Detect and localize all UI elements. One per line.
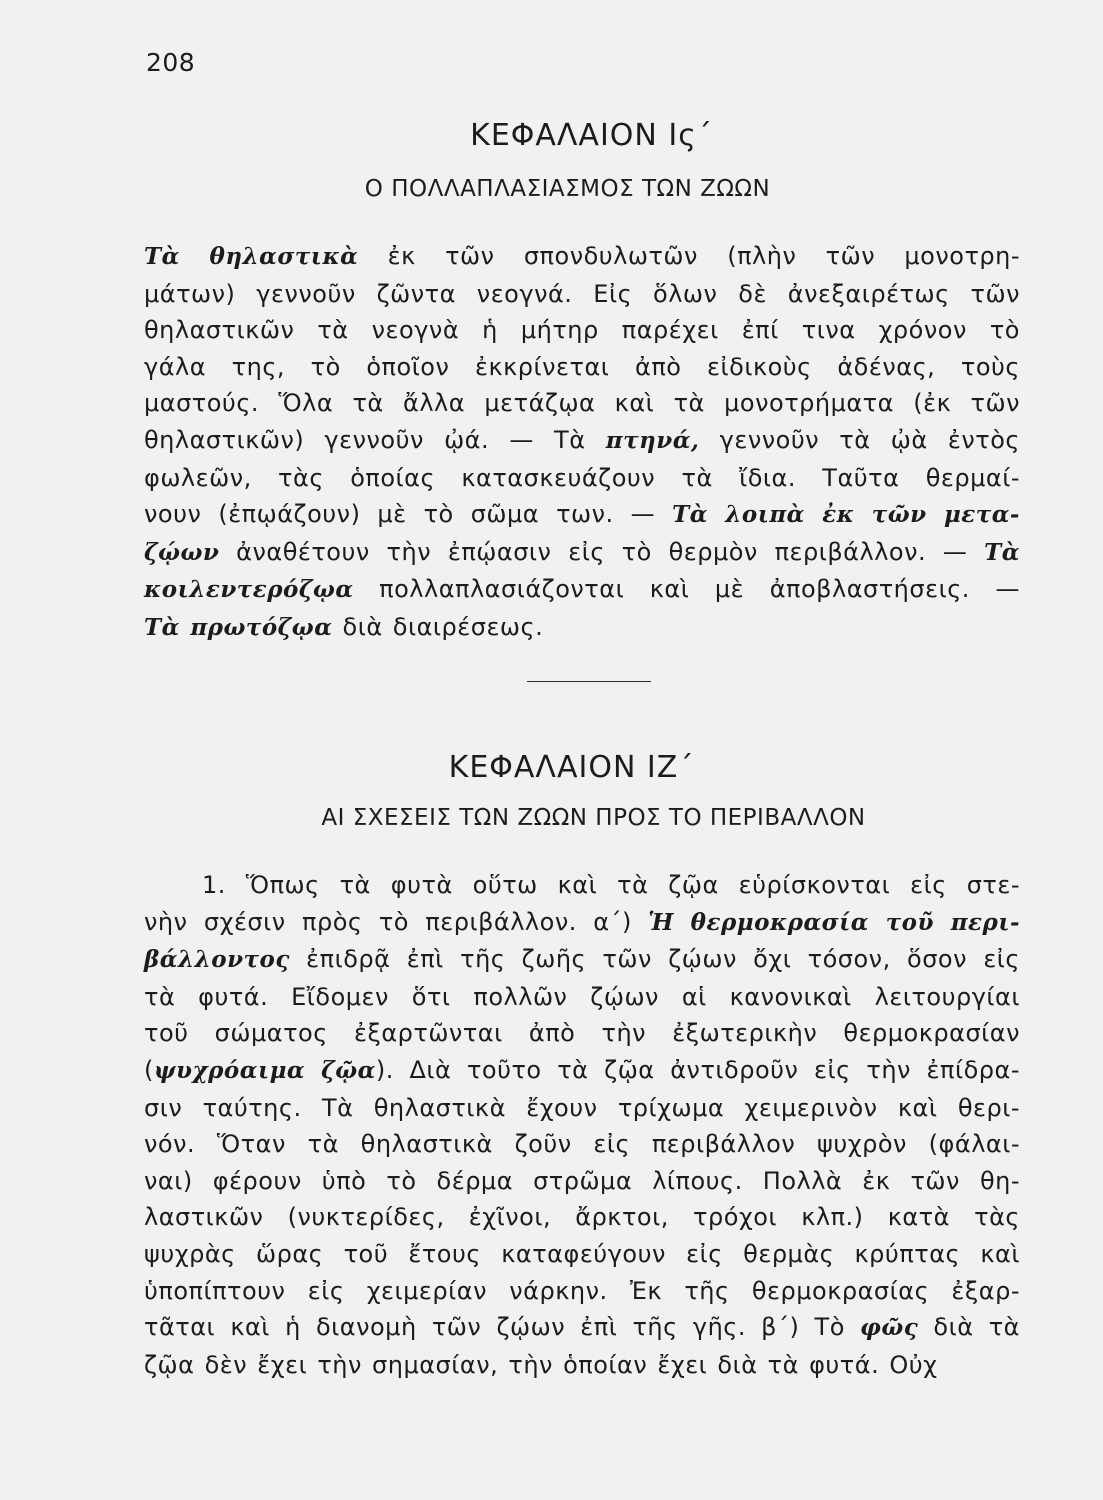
text-line	[144, 867, 1020, 904]
text-run: μαστούς. Ὅλα τὰ ἄλλα μετάζῳα καὶ τὰ μονοτρήματα (ἐκ τῶν	[144, 389, 1020, 418]
text-run: διὰ τὰ	[918, 1313, 1020, 1342]
text-run: θηλαστικῶν) γεννοῦν ᾠά. — Τὰ	[144, 425, 606, 454]
text-run: ἐκ τῶν σπονδυλωτῶν (πλὴν τῶν μονοτρη-	[358, 242, 1020, 270]
text-run: (	[144, 1055, 154, 1084]
text-run: ἐπιδρᾷ ἐπὶ τῆς ζωῆς τῶν ζῴων ὄχι τόσον, ὅσον εἰς	[289, 945, 1020, 974]
text-line	[144, 312, 1020, 349]
text-run: τοῦ σώματος ἐξαρτῶνται ἀπὸ τὴν ἐξωτερικὴν θερμοκρασίαν	[144, 1019, 1020, 1048]
text-run: μάτων) γεννοῦν ζῶντα νεογνά. Εἰς ὅλων δὲ ἀνεξαιρέτως τῶν	[144, 279, 1020, 308]
text-run: διὰ διαιρέσεως.	[332, 612, 544, 641]
text-line	[144, 1347, 1020, 1384]
italic-term: πτηνά,	[605, 426, 700, 454]
page-number: 208	[146, 48, 196, 77]
italic-term: κοιλεντερόζῳα	[144, 576, 354, 604]
text-run: ζῷα δὲν ἔχει τὴν σημασίαν, τὴν ὁποίαν ἔχει διὰ τὰ φυτά. Οὐχ	[144, 1350, 938, 1379]
text-run: γάλα της, τὸ ὁποῖον ἐκκρίνεται ἀπὸ εἰδικοὺς ἀδένας, τοὺς	[144, 352, 1020, 381]
text-line	[144, 1199, 1020, 1236]
text-run: γεννοῦν τὰ ᾠὰ ἐντὸς	[699, 425, 1021, 454]
chapter-16-title: ΚΕΦΑΛΑΙΟΝ Ις΄	[470, 118, 713, 153]
italic-term: Τὰ θηλαστικὰ	[144, 243, 359, 270]
text-line	[144, 904, 1020, 942]
chapter-17-subtitle: ΑΙ ΣΧΕΣΕΙΣ ΤΩΝ ΖΩΩΝ ΠΡΟΣ ΤΟ ΠΕΡΙΒΑΛΛΟΝ	[321, 805, 866, 831]
text-run: τὰ φυτά. Εἴδομεν ὅτι πολλῶν ζῴων αἱ κανονικαὶ λειτουργίαι	[144, 982, 1020, 1011]
text-run: νὴν σχέσιν πρὸς τὸ περιβάλλον. α΄)	[144, 907, 649, 936]
text-line	[144, 385, 1020, 422]
text-run: ψυχρὰς ὥρας τοῦ ἔτους καταφεύγουν εἰς θερμὰς κρύπτας καὶ	[144, 1239, 1020, 1268]
text-line	[144, 941, 1020, 979]
chapter-17-paragraph	[144, 867, 1020, 1383]
italic-term: φῶς	[860, 1314, 919, 1342]
text-line	[144, 422, 1020, 460]
section-separator	[527, 681, 651, 682]
chapter-16-paragraph	[144, 238, 1020, 647]
text-run: τᾶται καὶ ἡ διανομὴ τῶν ζῴων ἐπὶ τῆς γῆς. β΄) Τὸ	[144, 1313, 861, 1342]
text-run: σιν ταύτης. Τὰ θηλαστικὰ ἔχουν τρίχωμα χειμερινὸν καὶ θερι-	[144, 1093, 1020, 1122]
text-line	[144, 460, 1020, 497]
text-run: ναι) φέρουν ὑπὸ τὸ δέρμα στρῶμα λίπους. Πολλὰ ἐκ τῶν θη-	[144, 1166, 1020, 1195]
text-line	[144, 1126, 1020, 1163]
text-line	[144, 1052, 1020, 1090]
italic-term: Τὰ πρωτόζῳα	[144, 613, 333, 641]
chapter-17-title: ΚΕΦΑΛΑΙΟΝ ΙΖ΄	[448, 750, 695, 785]
text-line	[144, 276, 1020, 313]
text-run: νουν (ἐπῳάζουν) μὲ τὸ σῶμα των. —	[144, 500, 673, 529]
text-run: νόν. Ὅταν τὰ θηλαστικὰ ζοῦν εἰς περιβάλλον ψυχρὸν (φάλαι-	[144, 1130, 1020, 1159]
text-run: ). Διὰ τοῦτο τὰ ζῷα ἀντιδροῦν εἰς τὴν ἐπίδρα-	[375, 1055, 1020, 1084]
text-line	[144, 349, 1020, 386]
text-run: πολλαπλασιάζονται καὶ μὲ ἀποβλαστήσεις. —	[353, 575, 1020, 604]
italic-term: Τὰ	[984, 538, 1020, 566]
text-line	[144, 1163, 1020, 1200]
text-line	[144, 1090, 1020, 1127]
text-run: 1. Ὅπως τὰ φυτὰ οὕτω καὶ τὰ ζῷα εὑρίσκονται εἰς στε-	[202, 871, 1020, 899]
text-line	[144, 1273, 1020, 1310]
italic-term: Τὰ λοιπὰ ἐκ τῶν μετα-	[672, 501, 1020, 529]
text-run: ἀναθέτουν τὴν ἐπῴασιν εἰς τὸ θερμὸν περιβάλλον. —	[219, 537, 985, 566]
text-line	[144, 238, 1020, 276]
text-run: θηλαστικῶν τὰ νεογνὰ ἡ μήτηρ παρέχει ἐπί τινα χρόνον τὸ	[144, 316, 1020, 345]
chapter-16-subtitle: Ο ΠΟΛΛΑΠΛΑΣΙΑΣΜΟΣ ΤΩΝ ΖΩΩΝ	[364, 176, 771, 202]
text-line	[144, 534, 1020, 572]
text-line	[144, 609, 1020, 647]
italic-term: ψυχρόαιμα ζῷα	[153, 1056, 376, 1084]
italic-term: βάλλοντος	[144, 946, 290, 974]
text-line	[144, 496, 1020, 534]
italic-term: ζῴων	[144, 538, 220, 566]
text-run: φωλεῶν, τὰς ὁποίας κατασκευάζουν τὰ ἴδια. Ταῦτα θερμαί-	[144, 463, 1020, 492]
text-line	[144, 979, 1020, 1016]
text-line	[144, 1236, 1020, 1273]
text-run: ὑποπίπτουν εἰς χειμερίαν νάρκην. Ἐκ τῆς θερμοκρασίας ἐξαρ-	[144, 1276, 1020, 1305]
text-run: λαστικῶν (νυκτερίδες, ἐχῖνοι, ἄρκτοι, τρόχοι κλπ.) κατὰ τὰς	[144, 1203, 1020, 1232]
italic-term: Ἡ θερμοκρασία τοῦ περι-	[648, 908, 1020, 936]
text-line	[144, 1015, 1020, 1052]
text-line	[144, 1309, 1020, 1347]
text-line	[144, 571, 1020, 609]
